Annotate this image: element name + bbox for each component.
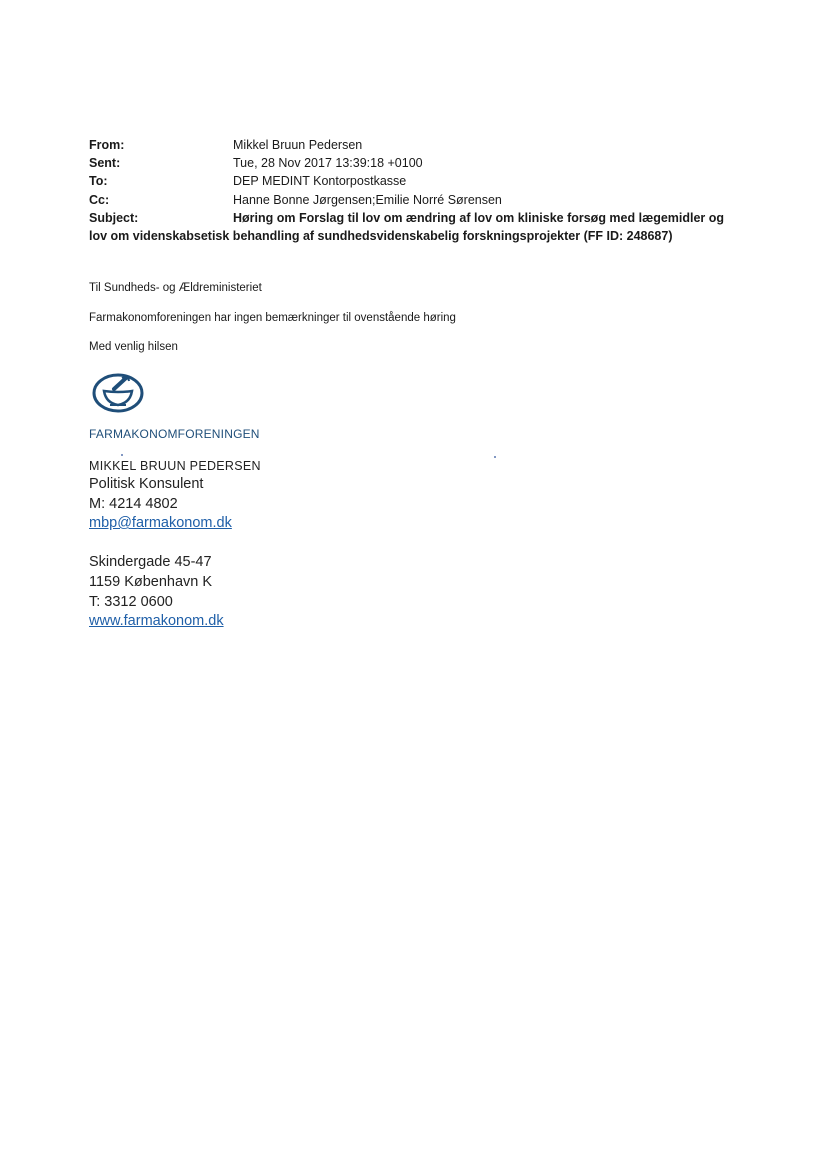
organization-name: FARMAKONOMFORENINGEN [89, 427, 260, 441]
signature-mobile: M: 4214 4802 [89, 496, 178, 512]
website-link[interactable]: www.farmakonom.dk [89, 613, 224, 629]
email-header [89, 136, 749, 245]
greeting: Til Sundheds- og Ældreministeriet [89, 282, 262, 294]
message: Farmakonomforeningen har ingen bemærkninger til ovenstående høring [89, 312, 456, 324]
signature-title: Politisk Konsulent [89, 476, 204, 492]
scan-speck [494, 456, 496, 458]
sent-label: Sent: [89, 156, 121, 171]
subject-label: Subject: [89, 210, 139, 225]
sent-row [89, 154, 749, 172]
to-label: To: [89, 174, 108, 189]
signature-phone: T: 3312 0600 [89, 594, 173, 610]
from-value: Mikkel Bruun Pedersen [233, 138, 363, 152]
closing: Med venlig hilsen [89, 341, 178, 353]
signature-name: MIKKEL BRUUN PEDERSEN [89, 459, 261, 473]
to-row [89, 172, 749, 190]
signature-website [89, 613, 224, 629]
email-link[interactable]: mbp@farmakonom.dk [89, 515, 232, 531]
scan-speck [121, 454, 123, 456]
from-label: From: [89, 138, 125, 152]
subject-row [89, 209, 749, 227]
signature-city: 1159 København K [89, 574, 213, 590]
signature-email [89, 515, 232, 531]
subject-continuation: lov om videnskabsetisk behandling af sundhedsvidenskabelig forskningsprojekter (FF ID: 248687) [89, 229, 673, 244]
from-row [89, 136, 749, 154]
subject-value: Høring om Forslag til lov om ændring af lov om kliniske forsøg med lægemidler og [233, 210, 725, 225]
cc-label: Cc: [89, 192, 110, 207]
signature-street: Skindergade 45-47 [89, 554, 212, 570]
cc-value: Hanne Bonne Jørgensen;Emilie Norré Sørensen [233, 192, 502, 207]
sent-value: Tue, 28 Nov 2017 13:39:18 +0100 [233, 156, 423, 171]
mortar-and-pestle-logo-icon [92, 372, 144, 414]
to-value: DEP MEDINT Kontorpostkasse [233, 174, 407, 189]
cc-row [89, 191, 749, 209]
